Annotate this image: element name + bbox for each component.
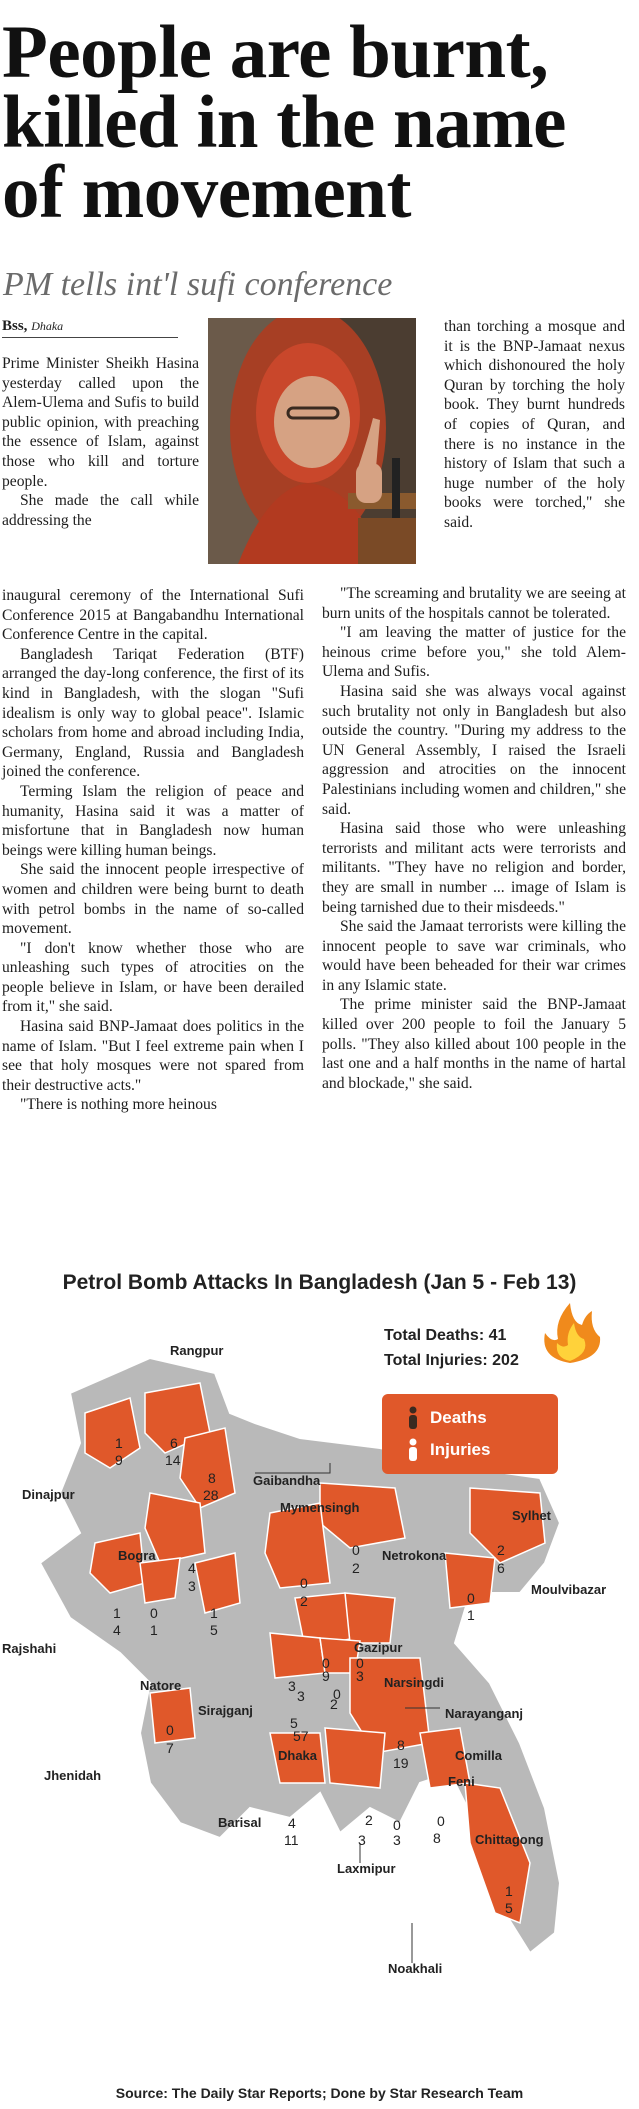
stat-injuries: 9 xyxy=(115,1452,123,1468)
label-gazipur: Gazipur xyxy=(354,1640,403,1655)
fire-icon xyxy=(544,1303,600,1363)
stat-injuries: 28 xyxy=(203,1487,219,1503)
paragraph: Terming Islam the religion of peace and humanity, Hasina said it was a matter of misfortune that in Bangladesh now human beings were killing human beings. xyxy=(2,782,304,859)
stat-deaths: 0 xyxy=(393,1817,401,1833)
stat-deaths: 0 xyxy=(356,1655,364,1671)
legend-deaths xyxy=(406,1406,487,1430)
label-narsingdi: Narsingdi xyxy=(384,1675,444,1690)
paragraph: "There is nothing more heinous xyxy=(20,1096,217,1114)
stat-injuries: 57 xyxy=(293,1728,309,1744)
stat-deaths: 8 xyxy=(397,1737,405,1753)
totals xyxy=(384,1323,519,1373)
label-rangpur: Rangpur xyxy=(170,1343,224,1358)
portrait-illustration xyxy=(208,318,416,564)
stat-injuries: 5 xyxy=(210,1622,218,1638)
stat-deaths: 3 xyxy=(288,1678,296,1694)
stat-deaths: 4 xyxy=(288,1815,296,1831)
stat-deaths: 1 xyxy=(115,1435,123,1451)
stat-injuries: 11 xyxy=(284,1832,299,1848)
label-comilla: Comilla xyxy=(455,1748,502,1763)
label-feni: Feni xyxy=(448,1774,475,1789)
paragraph: Hasina said those who were unleashing terrorists and militant acts were terrorists and militants. "They have no religion and border, they are small in number ... image of Islam is being tarnished due to their misdeeds." xyxy=(322,820,626,916)
stat-injuries: 2 xyxy=(330,1696,338,1712)
headline: People are burnt, killed in the name of movement xyxy=(2,11,566,234)
stat-deaths: 2 xyxy=(497,1542,505,1558)
district-mymensingh xyxy=(265,1503,330,1588)
stat-deaths: 4 xyxy=(188,1560,196,1576)
label-natore: Natore xyxy=(140,1678,182,1693)
paragraph: Hasina said she was always vocal against such brutality not only in Bangladesh but also outside the country. "During my address to the UN General Assembly, I raised the Israeli aggression and atrocities on the innocent Palestinians including women and children," she said. xyxy=(322,682,626,818)
source-credit: Source: The Daily Star Reports; Done by Star Research Team xyxy=(115,2085,524,2101)
stat-injuries: 3 xyxy=(356,1668,364,1684)
legend xyxy=(382,1394,558,1474)
paragraph: The prime minister said the BNP-Jamaat killed over 200 people to foil the January 5 polls. "They also killed about 100 people in the last one and a half months in the name of hartal and blockade," she said. xyxy=(322,996,626,1092)
stat-injuries: 7 xyxy=(166,1740,174,1756)
byline-agency: Bss, xyxy=(2,318,28,334)
stat-injuries: 1 xyxy=(467,1607,475,1623)
paragraph: She said the Jamaat terrorists were killing the innocent people to save war criminals, who would have been beheaded for their war crimes in any Islamic state. xyxy=(322,918,626,994)
label-moulvibazar: Moulvibazar xyxy=(531,1582,607,1597)
byline xyxy=(2,318,178,338)
stat-injuries: 5 xyxy=(505,1900,513,1916)
district-dhaka xyxy=(270,1633,325,1678)
paragraph: Hasina said BNP-Jamaat does politics in the name of Islam. "But I feel extreme pain when I see that holy mosques were not spared from their destructive acts." xyxy=(2,1018,304,1094)
label-sylhet: Sylhet xyxy=(512,1508,552,1523)
byline-place: Dhaka xyxy=(31,319,64,333)
stat-injuries: 3 xyxy=(297,1688,305,1704)
label-netrokona: Netrokona xyxy=(382,1548,447,1563)
stat-deaths: 0 xyxy=(150,1605,158,1621)
label-narayanganj: Narayanganj xyxy=(445,1706,524,1721)
article-column-2-bottom xyxy=(322,584,626,1093)
legend-deaths-label: Deaths xyxy=(430,1408,487,1427)
paragraph: inaugural ceremony of the International Sufi Conference 2015 at Bangabandhu International Conference Centre in the capital. xyxy=(2,587,304,644)
stat-deaths: 1 xyxy=(505,1883,513,1899)
stat-injuries: 2 xyxy=(352,1560,360,1576)
stat-injuries: 4 xyxy=(113,1622,121,1638)
stat-injuries: 3 xyxy=(358,1832,366,1848)
stat-injuries: 8 xyxy=(433,1830,441,1846)
label-laxmipur: Laxmipur xyxy=(337,1861,396,1876)
stat-deaths: 2 xyxy=(365,1812,373,1828)
paragraph: "I don't know whether those who are unleashing such types of atrocities on the people believe in Islam, or have been derailed from it," she said. xyxy=(2,939,304,1016)
paragraph: She made the call while addressing the xyxy=(2,492,199,529)
label-chittagong: Chittagong xyxy=(475,1832,544,1847)
label-noakhali: Noakhali xyxy=(388,1961,443,1976)
label-barisal: Barisal xyxy=(218,1815,262,1830)
article-column-1-bottom xyxy=(2,586,304,1115)
stat-deaths: 0 xyxy=(300,1575,308,1591)
paragraph: "The screaming and brutality we are seeing at burn units of the hospitals cannot be tolerated. xyxy=(322,585,626,622)
paragraph: She said the innocent people irrespective of women and children were being burnt to death with petrol bombs in the name of so-called movement. xyxy=(2,861,304,938)
stat-injuries: 2 xyxy=(300,1593,308,1609)
person-dark-icon xyxy=(406,1406,420,1430)
petrol-bomb-infographic xyxy=(0,1263,639,2109)
stat-deaths: 5 xyxy=(290,1715,298,1731)
legend-injuries xyxy=(406,1438,490,1462)
total-injuries: Total Injuries: 202 xyxy=(384,1352,519,1369)
label-sirajganj: Sirajganj xyxy=(198,1703,253,1718)
stat-deaths: 0 xyxy=(467,1590,475,1606)
stat-injuries: 14 xyxy=(165,1452,181,1468)
stat-deaths: 0 xyxy=(333,1686,341,1702)
district-natore xyxy=(140,1558,180,1603)
stat-injuries: 6 xyxy=(497,1560,505,1576)
subheadline: PM tells int'l sufi conference xyxy=(3,266,393,303)
stat-injuries: 3 xyxy=(188,1578,196,1594)
person-light-icon xyxy=(406,1438,420,1462)
stat-deaths: 0 xyxy=(166,1722,174,1738)
label-jhenidah: Jhenidah xyxy=(44,1768,102,1783)
label-mymensingh: Mymensingh xyxy=(280,1500,360,1515)
infographic-title: Petrol Bomb Attacks In Bangladesh (Jan 5 - Feb 13) xyxy=(62,1271,577,1294)
total-deaths: Total Deaths: 41 xyxy=(384,1327,507,1344)
stat-injuries: 3 xyxy=(393,1832,401,1848)
legend-injuries-label: Injuries xyxy=(430,1440,491,1459)
stat-deaths: 0 xyxy=(322,1655,330,1671)
bangladesh-map xyxy=(0,1263,639,2109)
stat-deaths: 0 xyxy=(437,1813,445,1829)
paragraph: Prime Minister Sheikh Hasina yesterday called upon the Alem-Ulema and Sufis to build public opinion, with preaching the essence of Islam, against those who kill and torture people. xyxy=(2,355,199,490)
stat-injuries: 1 xyxy=(150,1622,158,1638)
stat-deaths: 1 xyxy=(113,1605,121,1621)
label-gaibandha: Gaibandha xyxy=(253,1473,321,1488)
label-dhaka: Dhaka xyxy=(278,1748,318,1763)
paragraph: "I am leaving the matter of justice for the heinous crime before you," she told Alem-Ulema and Sufis. xyxy=(322,624,626,681)
stat-deaths: 8 xyxy=(208,1470,216,1486)
paragraph: than torching a mosque and it is the BNP-Jamaat nexus which dishonoured the holy Quran by torching the holy book. They burnt hundreds of copies of Quran, and there is no instance in the history of Islam that such a huge number of the holy books were torched," she said. xyxy=(444,318,625,531)
stat-deaths: 6 xyxy=(170,1435,178,1451)
district-narsingdi xyxy=(345,1593,395,1643)
stat-deaths: 0 xyxy=(352,1542,360,1558)
pm-photo xyxy=(208,318,416,564)
paragraph: Bangladesh Tariqat Federation (BTF) arranged the day-long conference, the first of its kind in Bangladesh, with the slogan "Sufi idealism is only way to global peace". Islamic scholars from home and abroad including India, Germany, England, Russia and Bangladesh joined the conference. xyxy=(2,645,304,781)
stat-injuries: 9 xyxy=(322,1668,330,1684)
stat-injuries: 19 xyxy=(393,1755,409,1771)
label-rajshahi: Rajshahi xyxy=(2,1641,57,1656)
article-column-2-top xyxy=(444,317,625,533)
stat-deaths: 1 xyxy=(210,1605,218,1621)
article-column-1-top xyxy=(2,354,199,530)
district-laxmipur xyxy=(325,1728,385,1788)
label-bogra: Bogra xyxy=(118,1548,156,1563)
label-dinajpur: Dinajpur xyxy=(22,1487,75,1502)
